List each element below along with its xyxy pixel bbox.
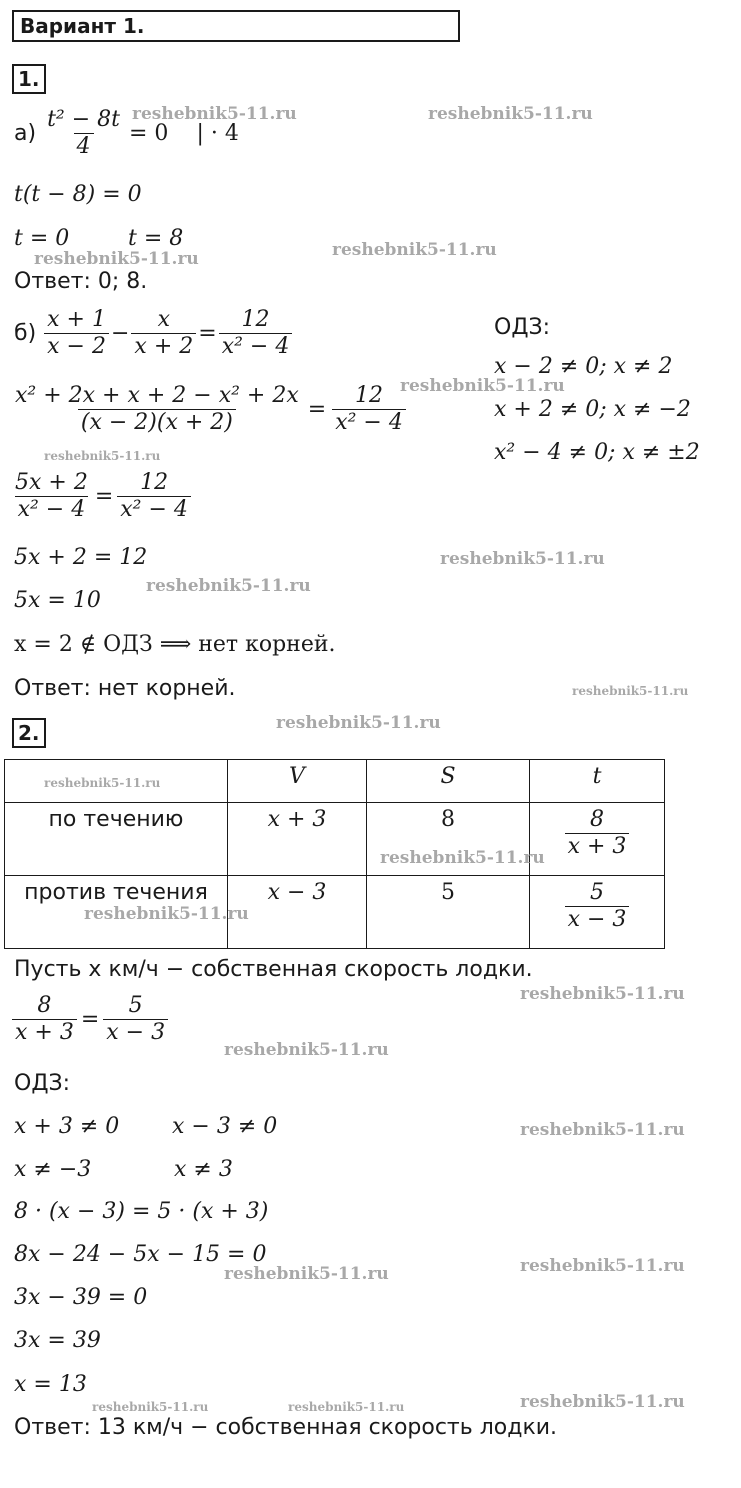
task-1b-fraction-2 <box>131 307 196 360</box>
watermark: reshebnik5-11.ru <box>572 684 689 698</box>
task-1b-odz-1: x − 2 ≠ 0; x ≠ 2 <box>494 354 673 379</box>
table-cell-t <box>530 876 665 949</box>
table-cell-t <box>530 803 665 876</box>
task-2-number: 2. <box>12 718 46 748</box>
watermark: reshebnik5-11.ru <box>132 104 297 124</box>
watermark: reshebnik5-11.ru <box>288 1400 405 1414</box>
task-2-let: Пусть x км/ч − собственная скорость лодки. <box>14 957 533 982</box>
task-2-eq-right <box>103 993 168 1046</box>
fraction-numerator: t² − 8t <box>47 107 120 132</box>
variant-title: Вариант 1. <box>20 14 145 38</box>
task-1b-step2-left <box>12 383 302 436</box>
table-header-cell-t: t <box>530 760 665 803</box>
task-1b-step3-right <box>117 470 191 523</box>
task-2-odz-1b: x − 3 ≠ 0 <box>172 1114 278 1139</box>
task-1a-root1: t = 0 <box>14 226 70 251</box>
fraction-numerator: x <box>157 307 171 332</box>
fraction-denominator: x − 3 <box>103 1019 168 1046</box>
fraction-denominator: x² − 4 <box>117 496 191 523</box>
task-1a-fraction <box>44 107 123 160</box>
task-1a-label: а) <box>14 120 37 146</box>
task-2-step5: x = 13 <box>14 1372 87 1397</box>
fraction-denominator: x − 2 <box>44 333 109 360</box>
table-cell-s: 8 <box>367 803 530 876</box>
task-2-step3: 3x − 39 = 0 <box>14 1285 148 1310</box>
fraction-denominator: 4 <box>74 133 94 160</box>
fraction-denominator: x² − 4 <box>332 409 406 436</box>
watermark: reshebnik5-11.ru <box>84 904 249 924</box>
table-cell-s: 5 <box>367 876 530 949</box>
minus-sign: − <box>110 320 130 346</box>
task-1b-odz-3: x² − 4 ≠ 0; x ≠ ±2 <box>494 440 700 465</box>
task-2-step1: 8 · (x − 3) = 5 · (x + 3) <box>14 1199 269 1224</box>
task-1-number: 1. <box>12 64 46 94</box>
fraction-denominator: x² − 4 <box>15 496 89 523</box>
task-1b-step5: 5x = 10 <box>14 588 101 613</box>
task-1b-step3-left <box>12 470 91 523</box>
task-2-odz-2a: x ≠ −3 <box>14 1157 92 1182</box>
table-header-cell-s: S <box>367 760 530 803</box>
fraction-numerator: 12 <box>140 470 169 495</box>
watermark: reshebnik5-11.ru <box>520 1256 685 1276</box>
task-2-eq-left <box>12 993 77 1046</box>
fraction-denominator: x² − 4 <box>219 333 293 360</box>
task-1a-multiplier: | · 4 <box>196 120 239 146</box>
table-cell-t-fraction <box>565 880 630 933</box>
watermark: reshebnik5-11.ru <box>520 1120 685 1140</box>
task-1b-step3: $\frac{5x + 2}{\text{x² − 4}}$ = $\frac{12}{\text{x² − 4}}$ <box>10 470 193 523</box>
equals-sign: = <box>198 320 217 346</box>
watermark: reshebnik5-11.ru <box>380 848 545 868</box>
watermark: reshebnik5-11.ru <box>440 549 605 569</box>
watermark: reshebnik5-11.ru <box>428 104 593 124</box>
task-1a-answer: Ответ: 0; 8. <box>14 269 148 294</box>
task-1b-odz-2: x + 2 ≠ 0; x ≠ −2 <box>494 397 691 422</box>
task-2-odz-2b: x ≠ 3 <box>174 1157 233 1182</box>
watermark: reshebnik5-11.ru <box>224 1040 389 1060</box>
task-1b-step2: $\frac{\text{x² + 2x + x + 2 − x² + 2x}}{(x - 2)(x + 2)}$ = $\frac{12}{\text{x² − 4}}$ <box>10 383 408 436</box>
watermark: reshebnik5-11.ru <box>146 576 311 596</box>
task-1b-equation <box>14 307 294 360</box>
variant-header <box>12 10 460 42</box>
fraction-numerator: 12 <box>355 383 384 408</box>
table-cell-v: x + 3 <box>228 803 367 876</box>
table-row <box>5 803 665 876</box>
fraction-numerator: x² + 2x + x + 2 − x² + 2x <box>15 383 299 408</box>
task-1b-step6: x = 2 ∉ ОДЗ ⟹ нет корней. <box>14 632 336 657</box>
fraction-numerator: 5 <box>589 880 604 905</box>
table-cell-t-fraction <box>565 807 630 860</box>
watermark: reshebnik5-11.ru <box>520 1392 685 1412</box>
task-1b-label: б) <box>14 320 37 346</box>
task-1a-step1: t(t − 8) = 0 <box>14 182 142 207</box>
task-2-step2: 8x − 24 − 5x − 15 = 0 <box>14 1242 267 1267</box>
task-2-odz-title: ОДЗ: <box>14 1071 71 1096</box>
fraction-denominator: x + 3 <box>565 833 630 860</box>
table-cell-v: x − 3 <box>228 876 367 949</box>
fraction-denominator: x + 2 <box>131 333 196 360</box>
watermark: reshebnik5-11.ru <box>224 1264 389 1284</box>
task-1b-fraction-3 <box>219 307 293 360</box>
task-1b-fraction-1 <box>44 307 109 360</box>
fraction-numerator: 5x + 2 <box>15 470 88 495</box>
task-1a-rhs: = 0 <box>129 120 169 146</box>
task-1b-step4: 5x + 2 = 12 <box>14 545 148 570</box>
fraction-denominator: (x − 2)(x + 2) <box>78 409 236 436</box>
watermark: reshebnik5-11.ru <box>276 713 441 733</box>
fraction-numerator: x + 1 <box>47 307 106 332</box>
table-cell-label: против течения <box>5 876 228 949</box>
table-cell-label: по течению <box>5 803 228 876</box>
watermark: reshebnik5-11.ru <box>332 240 497 260</box>
task-1b-step2-right <box>332 383 406 436</box>
watermark: reshebnik5-11.ru <box>400 376 565 396</box>
fraction-numerator: 5 <box>128 993 143 1018</box>
fraction-denominator: x − 3 <box>565 906 630 933</box>
fraction-denominator: x + 3 <box>12 1019 77 1046</box>
table-header-cell-v: V <box>228 760 367 803</box>
fraction-numerator: 8 <box>589 807 604 832</box>
watermark: reshebnik5-11.ru <box>34 249 199 269</box>
task-2-odz-1a: x + 3 ≠ 0 <box>14 1114 120 1139</box>
watermark: reshebnik5-11.ru <box>44 449 161 463</box>
task-1b-answer: Ответ: нет корней. <box>14 676 236 701</box>
task-2-step4: 3x = 39 <box>14 1328 101 1353</box>
task-2-answer: Ответ: 13 км/ч − собственная скорость лодки. <box>14 1415 558 1440</box>
task-2-equation: $\frac{8}{x + 3}$ = $\frac{5}{x - 3}$ <box>10 993 170 1046</box>
fraction-numerator: 12 <box>241 307 270 332</box>
fraction-numerator: 8 <box>37 993 52 1018</box>
task-1b-odz-title: ОДЗ: <box>494 315 551 340</box>
task-1a-root2: t = 8 <box>128 226 184 251</box>
watermark: reshebnik5-11.ru <box>92 1400 209 1414</box>
watermark: reshebnik5-11.ru <box>520 984 685 1004</box>
watermark: reshebnik5-11.ru <box>44 776 161 790</box>
